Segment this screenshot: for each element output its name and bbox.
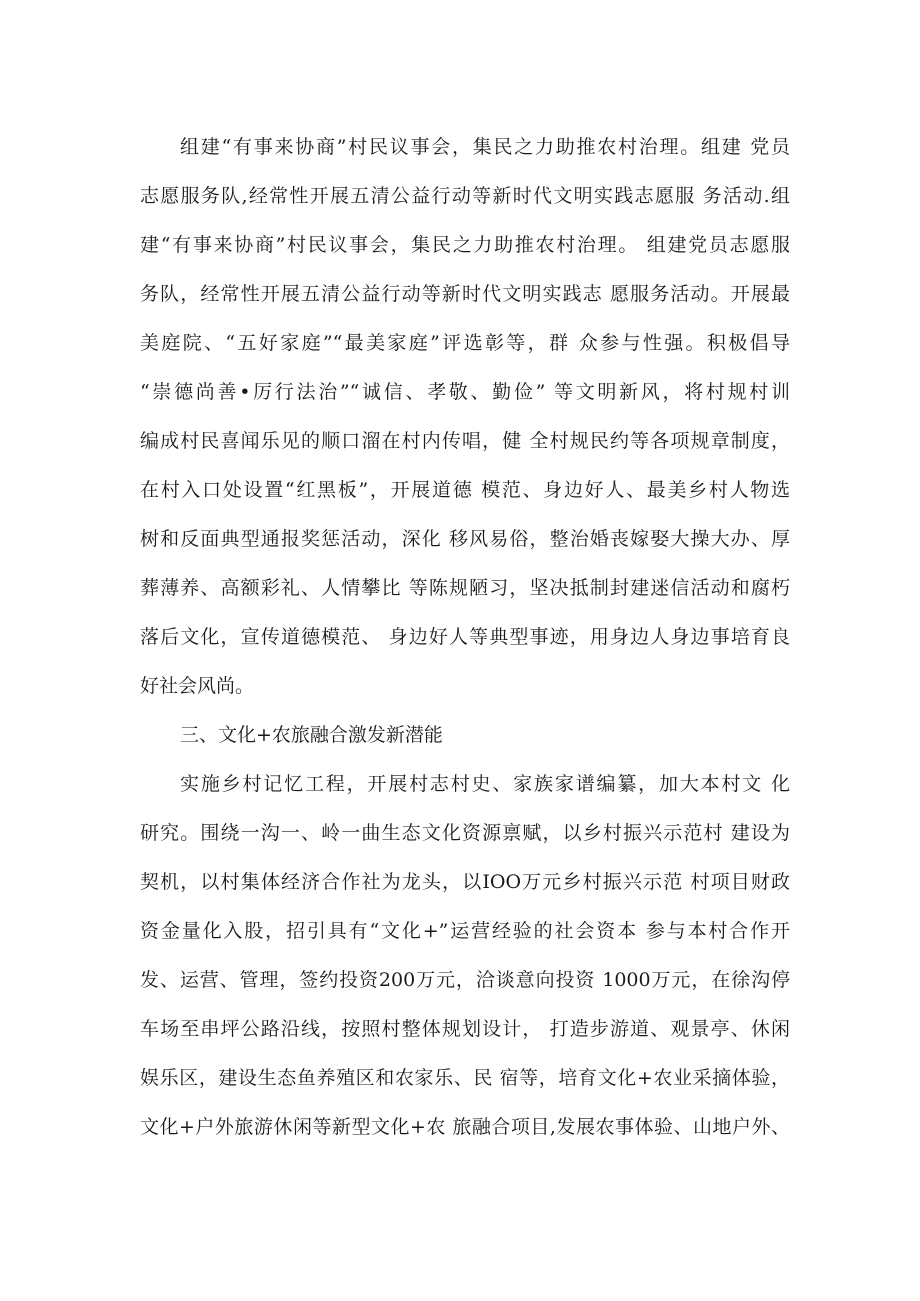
text-line: 在村入口处设置“红黑板”，开展道德 模范、身边好人、最美乡村人物选	[140, 479, 790, 501]
paragraph-village-governance	[140, 123, 790, 711]
document-body	[140, 123, 790, 1152]
text-line: 编成村民喜闻乐见的顺口溜在村内传唱，健 全村规民约等各项规章制度，	[140, 430, 790, 452]
text-line: 发、运营、管理，签约投资200万元，洽谈意向投资 1000万元，在徐沟停	[140, 969, 790, 991]
text-line: 务队，经常性开展五清公益行动等新时代文明实践志 愿服务活动。开展最	[140, 283, 790, 305]
text-line: 资金量化入股，招引具有“文化+”运营经验的社会资本 参与本村合作开	[140, 920, 790, 942]
text-line: 葬薄养、高额彩礼、人情攀比 等陈规陋习，坚决抵制封建迷信活动和腐朽	[140, 577, 790, 599]
section-heading	[140, 711, 790, 760]
paragraph-culture-tourism	[140, 760, 790, 1152]
text-line: 娱乐区，建设生态鱼养殖区和农家乐、民 宿等，培育文化+农业采摘体验，	[140, 1067, 790, 1089]
text-line: 美庭院、“五好家庭”“最美家庭”评选彰等，群 众参与性强。积极倡导	[140, 332, 790, 354]
text-line: 好社会风尚。	[140, 675, 255, 697]
text-line: 车场至串坪公路沿线，按照村整体规划设计， 打造步游道、观景亭、休闲	[140, 1018, 790, 1040]
text-line: 组建“有事来协商”村民议事会，集民之力助推农村治理。组建 党员	[180, 136, 790, 158]
section-heading-text: 三、文化+农旅融合激发新潜能	[180, 724, 443, 746]
text-line: 树和反面典型通报奖惩活动，深化 移风易俗，整治婚丧嫁娶大操大办、厚	[140, 528, 790, 550]
text-line: 契机，以村集体经济合作社为龙头，以IOO万元乡村振兴示范 村项目财政	[140, 871, 790, 893]
text-line: 建“有事来协商”村民议事会，集民之力助推农村治理。 组建党员志愿服	[140, 234, 790, 256]
text-line: 落后文化，宣传道德模范、 身边好人等典型事迹，用身边人身边事培育良	[140, 626, 790, 648]
text-line: “崇德尚善•厉行法治”“诚信、孝敬、勤俭” 等文明新风，将村规村训	[140, 381, 790, 403]
text-line: 文化+户外旅游休闲等新型文化+农 旅融合项目,发展农事体验、山地户外、	[140, 1116, 790, 1138]
text-line: 研究。围绕一沟一、岭一曲生态文化资源禀赋，以乡村振兴示范村 建设为	[140, 822, 790, 844]
text-line: 实施乡村记忆工程，开展村志村史、家族家谱编纂，加大本村文 化	[180, 773, 790, 795]
text-line: 志愿服务队,经常性开展五清公益行动等新时代文明实践志愿服 务活动.组	[140, 185, 790, 207]
